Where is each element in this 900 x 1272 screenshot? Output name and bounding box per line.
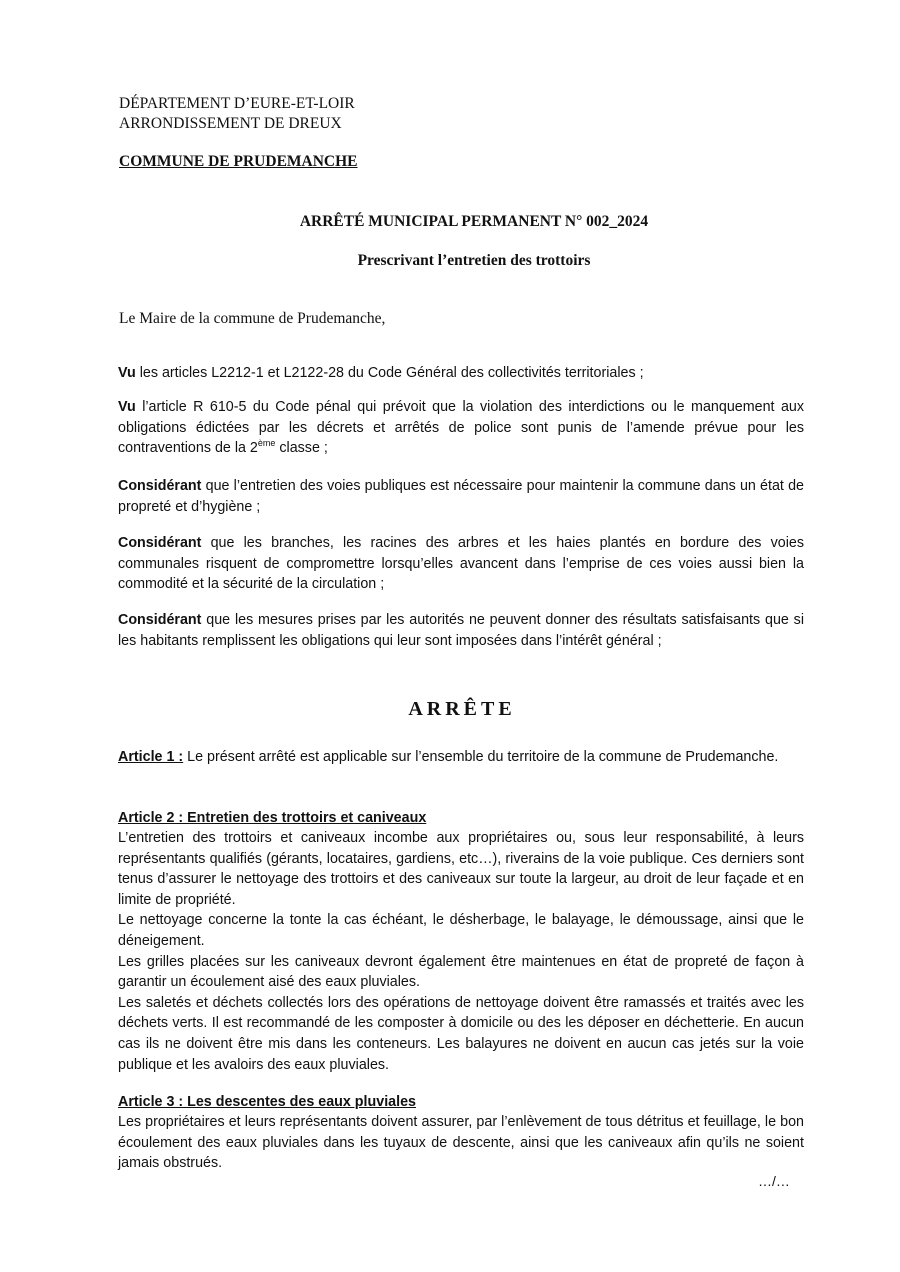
commune-header: COMMUNE DE PRUDEMANCHE bbox=[119, 153, 358, 170]
preamble-considerant-1 bbox=[118, 476, 804, 517]
continuation-mark: …/… bbox=[758, 1173, 790, 1189]
arrete-heading: ARRÊTE bbox=[408, 698, 516, 720]
preamble-vu-2 bbox=[118, 397, 804, 459]
preamble-text: que les branches, les racines des arbres et les haies plantés en bordure des voies communales risquent de compromettre lorsqu’elles avancent dans l’emprise de ces voies aussi bien la commodité et la sécurité de la circulation ; bbox=[118, 535, 804, 593]
article-2-heading: Article 2 : Entretien des trottoirs et caniveaux bbox=[118, 810, 427, 826]
superscript: ème bbox=[257, 438, 276, 449]
preamble-text: que les mesures prises par les autorités ne peuvent donner des résultats satisfaisants que si les habitants remplissent les obligations qui leur sont imposées dans l’intérêt général ; bbox=[118, 612, 804, 649]
preamble-lead: Vu bbox=[118, 399, 136, 415]
preamble-lead: Considérant bbox=[118, 478, 202, 494]
article-2-paragraph: Le nettoyage concerne la tonte la cas échéant, le désherbage, le balayage, le démoussage, ainsi que le déneigement. bbox=[118, 912, 804, 949]
preamble-text: les articles L2212-1 et L2122-28 du Code Général des collectivités territoriales ; bbox=[135, 365, 644, 381]
preamble-text: l’article R 610-5 du Code pénal qui prévoit que la violation des interdictions ou le manquement aux obligations édictées par les décrets et arrêtés de police sont punis de l’amende prévue pour les contraventions de la 2 bbox=[118, 399, 804, 457]
arrondissement-header: ARRONDISSEMENT DE DREUX bbox=[119, 115, 342, 132]
article-2-paragraph: L’entretien des trottoirs et caniveaux incombe aux propriétaires ou, sous leur responsabilité, à leurs représentants qualifiés (gérants, locataires, gardiens, etc…), riverains de la voie publique. Ces derniers sont tenus d’assurer le nettoyage des trottoirs et des caniveaux sur toute la largeur, au droit de leur façade et en limite de propriété. bbox=[118, 830, 804, 908]
article-1 bbox=[118, 747, 804, 768]
preamble-vu-1 bbox=[118, 363, 804, 384]
decree-subtitle: Prescrivant l’entretien des trottoirs bbox=[357, 252, 591, 269]
article-1-heading: Article 1 : bbox=[118, 749, 184, 765]
preamble-text: que l’entretien des voies publiques est nécessaire pour maintenir la commune dans un état de propreté et d’hygiène ; bbox=[118, 478, 804, 515]
article-1-text: Le présent arrêté est applicable sur l’ensemble du territoire de la commune de Prudemanche. bbox=[183, 749, 779, 765]
article-2-paragraph: Les saletés et déchets collectés lors des opérations de nettoyage doivent être ramassés et traités avec les déchets verts. Il est recommandé de les composter à domicile ou des les déposer en déchetterie. En aucun cas ils ne doivent être mis dans les conteneurs. Les balayures ne doivent en aucun cas jetés sur la voie publique et les avaloirs des eaux pluviales. bbox=[118, 994, 804, 1073]
decree-title: ARRÊTÉ MUNICIPAL PERMANENT N° 002_2024 bbox=[299, 213, 649, 230]
preamble-considerant-2 bbox=[118, 533, 804, 595]
preamble-lead: Vu bbox=[118, 365, 136, 381]
preamble-lead: Considérant bbox=[118, 612, 202, 628]
department-header: DÉPARTEMENT D’EURE-ET-LOIR bbox=[119, 95, 355, 112]
preamble-lead: Considérant bbox=[118, 535, 202, 551]
article-3-heading: Article 3 : Les descentes des eaux pluviales bbox=[118, 1094, 416, 1110]
article-2-paragraph: Les grilles placées sur les caniveaux devront également être maintenues en état de propreté de façon à garantir un écoulement aisé des eaux pluviales. bbox=[118, 953, 804, 991]
article-3-text: Les propriétaires et leurs représentants doivent assurer, par l’enlèvement de tous détritus et feuillage, le bon écoulement des eaux pluviales dans les tuyaux de descente, ainsi que les caniveaux afin qu’ils ne soient jamais obstrués. bbox=[118, 1114, 804, 1172]
preamble-text-tail: classe ; bbox=[275, 440, 328, 457]
preamble-considerant-3 bbox=[118, 610, 804, 651]
article-2-body bbox=[118, 828, 804, 1075]
intro-line: Le Maire de la commune de Prudemanche, bbox=[119, 310, 386, 327]
